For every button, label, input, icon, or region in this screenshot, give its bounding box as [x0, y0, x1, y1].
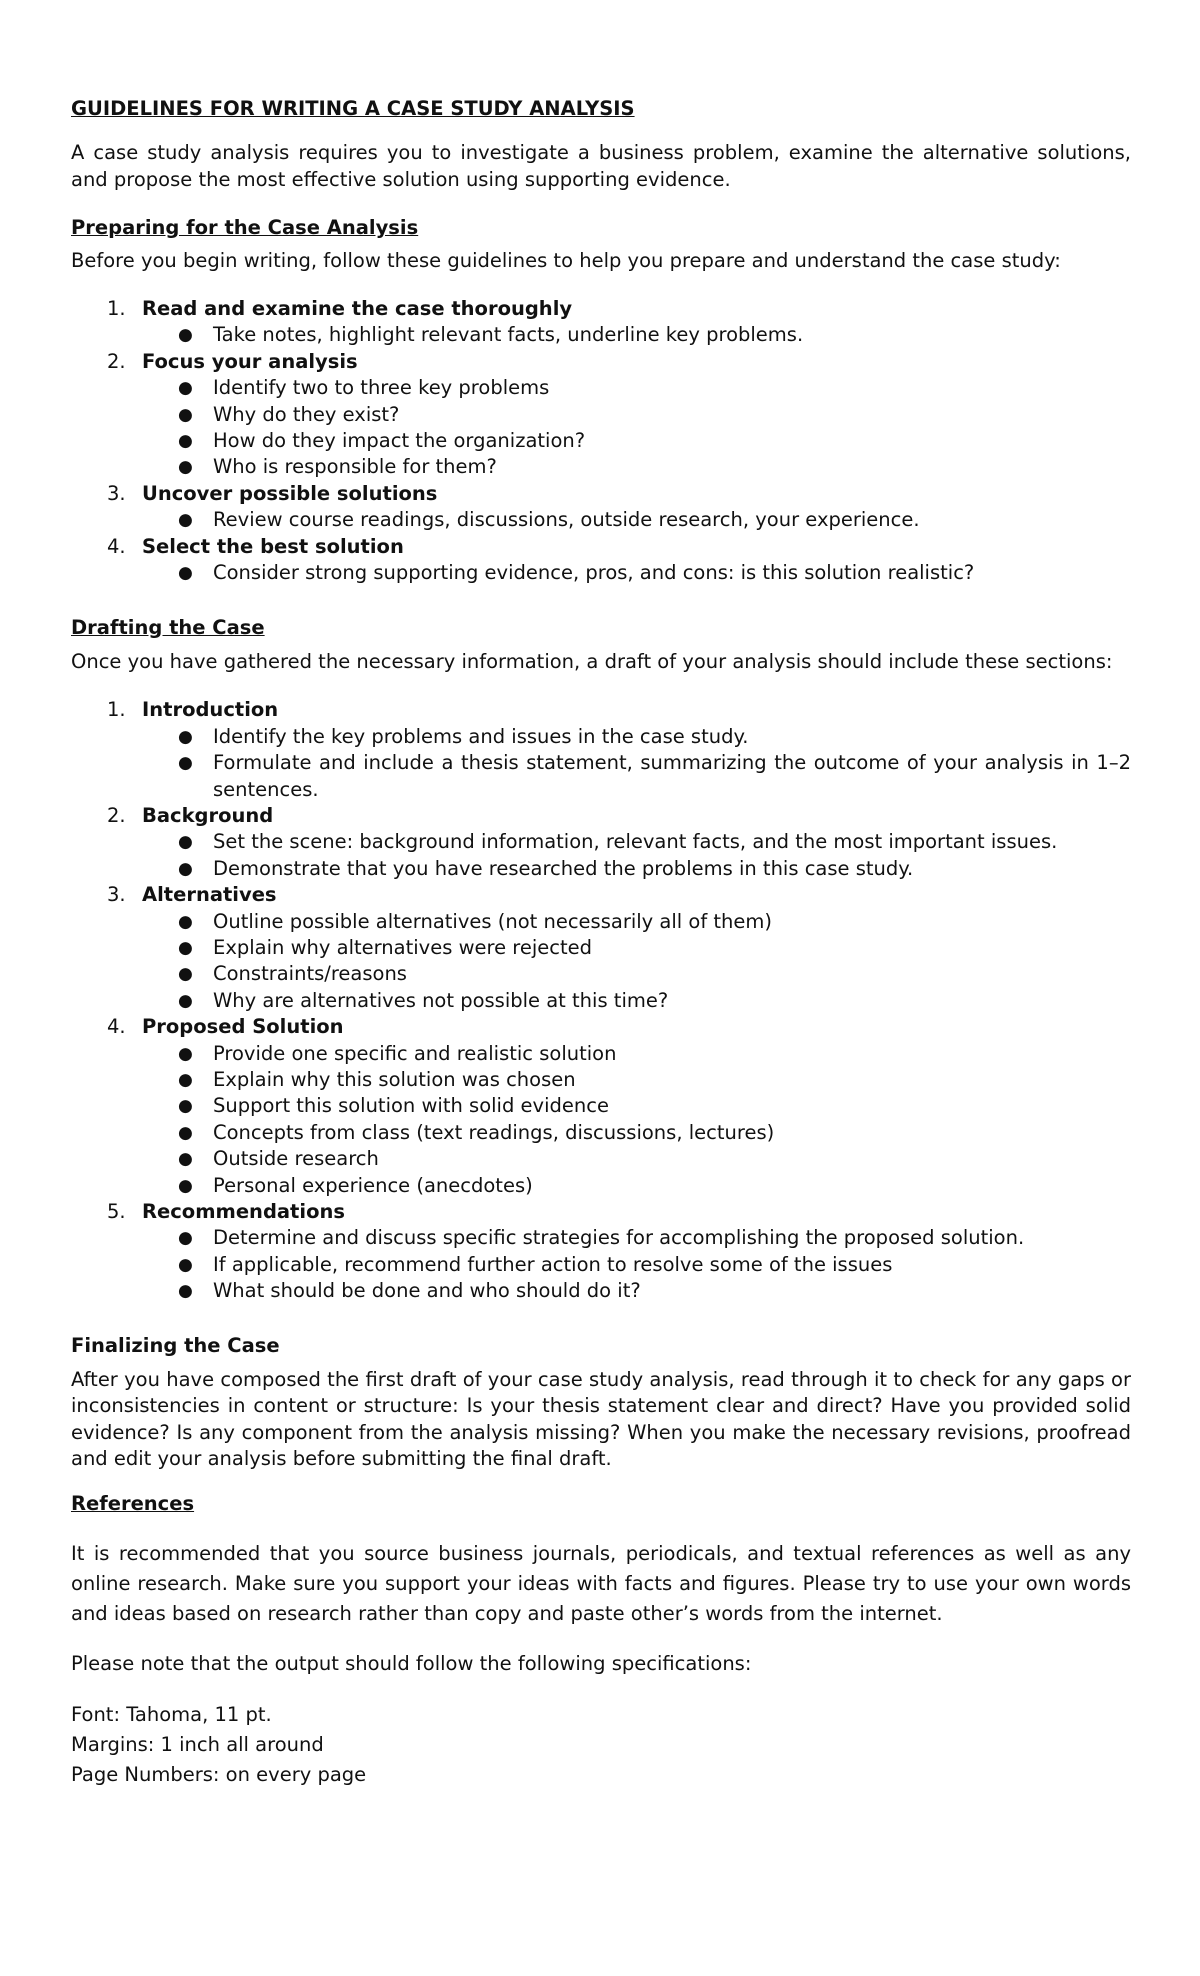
item-title: Read and examine the case thoroughly	[142, 297, 573, 321]
list-item	[71, 534, 1131, 587]
bullet-item	[142, 935, 1131, 961]
bullet-text: Formulate and include a thesis statement, summarizing the outcome of your analysis in 1–2 sentences.	[213, 751, 1131, 801]
list-item	[71, 1014, 1131, 1199]
list-item	[71, 349, 1131, 481]
bullet-icon: ●	[178, 990, 193, 1011]
bullet-icon: ●	[178, 726, 193, 747]
item-title: Alternatives	[142, 883, 277, 907]
finalizing-paragraph: After you have composed the first draft of your case study analysis, read through it to check for any gaps or inconsistencies in content or structure: Is your thesis statement clear and direct? Have you provided solid evidence? Is any component from the analysis missing? When you make the necessary revisions, proofread and edit your analysis before submitting the final draft.	[71, 1368, 1131, 1471]
bullet-text: What should be done and who should do it?	[213, 1279, 641, 1303]
bullet-item	[142, 375, 1131, 401]
bullet-icon: ●	[178, 753, 193, 774]
spec-page-numbers: Page Numbers: on every page	[71, 1762, 367, 1786]
bullet-item	[142, 961, 1131, 987]
bullet-text: Outline possible alternatives (not necessarily all of them)	[213, 909, 772, 933]
bullet-item	[142, 1041, 1131, 1067]
bullet-text: Determine and discuss specific strategies for accomplishing the proposed solution.	[213, 1226, 1025, 1250]
bullet-icon: ●	[178, 563, 193, 584]
item-number: 2.	[107, 803, 126, 827]
bullet-icon: ●	[178, 510, 193, 531]
document-title: GUIDELINES FOR WRITING A CASE STUDY ANALYSIS	[71, 97, 635, 120]
drafting-lead: Once you have gathered the necessary information, a draft of your analysis should include these sections:	[71, 649, 1113, 673]
bullet-icon: ●	[178, 858, 193, 879]
bullet-item	[142, 454, 1131, 480]
finalizing-heading: Finalizing the Case	[71, 1333, 280, 1357]
bullet-text: Identify two to three key problems	[213, 376, 550, 400]
bullet-text: Personal experience (anecdotes)	[213, 1173, 533, 1197]
drafting-list	[71, 697, 1131, 1304]
item-number: 4.	[107, 1015, 126, 1039]
references-paragraph: It is recommended that you source business journals, periodicals, and textual references as well as any online research. Make sure you support your ideas with facts and figures. Please try to use your own words and ideas based on research rather than copy and paste other’s words from the internet.	[71, 1542, 1131, 1626]
bullet-item	[142, 1173, 1131, 1199]
bullet-icon: ●	[178, 1043, 193, 1064]
bullet-icon: ●	[178, 431, 193, 452]
item-number: 3.	[107, 883, 126, 907]
bullet-text: Provide one specific and realistic solution	[213, 1041, 617, 1065]
item-title: Focus your analysis	[142, 349, 358, 373]
bullet-text: Take notes, highlight relevant facts, underline key problems.	[213, 323, 804, 347]
bullet-item	[142, 829, 1131, 855]
bullet-list	[142, 507, 1131, 533]
list-item	[71, 296, 1131, 349]
references-heading: References	[71, 1491, 195, 1515]
bullet-icon: ●	[178, 832, 193, 853]
bullet-list	[142, 322, 1131, 348]
bullet-item	[142, 402, 1131, 428]
bullet-list	[142, 1225, 1131, 1304]
bullet-icon: ●	[178, 1175, 193, 1196]
spec-font: Font: Tahoma, 11 pt.	[71, 1702, 272, 1726]
bullet-icon: ●	[178, 325, 193, 346]
document-page	[71, 96, 1131, 1790]
specs-list	[71, 1700, 1131, 1790]
bullet-item	[142, 507, 1131, 533]
bullet-icon: ●	[178, 1149, 193, 1170]
item-title: Background	[142, 803, 274, 827]
item-number: 1.	[107, 698, 126, 722]
preparing-lead: Before you begin writing, follow these guidelines to help you prepare and understand the case study:	[71, 248, 1061, 272]
list-item	[71, 1199, 1131, 1305]
bullet-icon: ●	[178, 964, 193, 985]
bullet-text: Constraints/reasons	[213, 962, 407, 986]
list-item	[71, 481, 1131, 534]
bullet-item	[142, 1146, 1131, 1172]
bullet-icon: ●	[178, 1228, 193, 1249]
bullet-text: Outside research	[213, 1147, 379, 1171]
item-number: 1.	[107, 297, 126, 321]
item-number: 2.	[107, 349, 126, 373]
bullet-text: How do they impact the organization?	[213, 429, 586, 453]
bullet-text: Why do they exist?	[213, 402, 400, 426]
item-title: Proposed Solution	[142, 1015, 344, 1039]
bullet-text: Who is responsible for them?	[213, 455, 497, 479]
list-item	[71, 882, 1131, 1014]
bullet-item	[142, 1093, 1131, 1119]
bullet-text: Support this solution with solid evidence	[213, 1094, 609, 1118]
bullet-icon: ●	[178, 911, 193, 932]
bullet-text: Review course readings, discussions, outside research, your experience.	[213, 508, 920, 532]
bullet-icon: ●	[178, 378, 193, 399]
bullet-icon: ●	[178, 1096, 193, 1117]
list-item	[71, 803, 1131, 882]
item-title: Introduction	[142, 698, 279, 722]
bullet-item	[142, 560, 1131, 586]
item-number: 5.	[107, 1200, 126, 1224]
preparing-list	[71, 296, 1131, 586]
bullet-item	[142, 1120, 1131, 1146]
specs-lead: Please note that the output should follow the following specifications:	[71, 1652, 752, 1676]
bullet-item	[142, 724, 1131, 750]
bullet-list	[142, 909, 1131, 1015]
bullet-icon: ●	[178, 1254, 193, 1275]
bullet-item	[142, 428, 1131, 454]
bullet-text: Why are alternatives not possible at this time?	[213, 988, 669, 1012]
bullet-text: Set the scene: background information, relevant facts, and the most important issues.	[213, 830, 1058, 854]
drafting-heading: Drafting the Case	[71, 615, 265, 639]
item-title: Uncover possible solutions	[142, 481, 438, 505]
bullet-list	[142, 1041, 1131, 1199]
item-number: 4.	[107, 534, 126, 558]
bullet-item	[142, 322, 1131, 348]
bullet-list	[142, 829, 1131, 882]
item-title: Select the best solution	[142, 534, 404, 558]
bullet-item	[142, 750, 1131, 803]
bullet-item	[142, 1278, 1131, 1304]
intro-paragraph: A case study analysis requires you to investigate a business problem, examine the alternative solutions, and propose the most effective solution using supporting evidence.	[71, 141, 1131, 191]
bullet-text: If applicable, recommend further action to resolve some of the issues	[213, 1252, 893, 1276]
bullet-icon: ●	[178, 404, 193, 425]
item-title: Recommendations	[142, 1200, 345, 1224]
bullet-list	[142, 724, 1131, 803]
list-item	[71, 697, 1131, 803]
bullet-item	[142, 856, 1131, 882]
bullet-item	[142, 909, 1131, 935]
bullet-icon: ●	[178, 1281, 193, 1302]
bullet-icon: ●	[178, 1070, 193, 1090]
bullet-icon: ●	[178, 1122, 193, 1143]
preparing-heading: Preparing for the Case Analysis	[71, 216, 419, 240]
bullet-text: Explain why this solution was chosen	[213, 1068, 576, 1091]
bullet-text: Explain why alternatives were rejected	[213, 935, 593, 959]
bullet-text: Consider strong supporting evidence, pros, and cons: is this solution realistic?	[213, 561, 975, 585]
bullet-item	[142, 1067, 1131, 1093]
bullet-text: Demonstrate that you have researched the problems in this case study.	[213, 856, 914, 880]
bullet-icon: ●	[178, 457, 193, 478]
bullet-item	[142, 1252, 1131, 1278]
bullet-item	[142, 1225, 1131, 1251]
bullet-list	[142, 375, 1131, 481]
bullet-item	[142, 988, 1131, 1014]
bullet-icon: ●	[178, 937, 193, 958]
spec-margins: Margins: 1 inch all around	[71, 1732, 324, 1756]
item-number: 3.	[107, 481, 126, 505]
bullet-list	[142, 560, 1131, 586]
bullet-text: Concepts from class (text readings, discussions, lectures)	[213, 1120, 775, 1144]
bullet-text: Identify the key problems and issues in the case study.	[213, 724, 749, 748]
